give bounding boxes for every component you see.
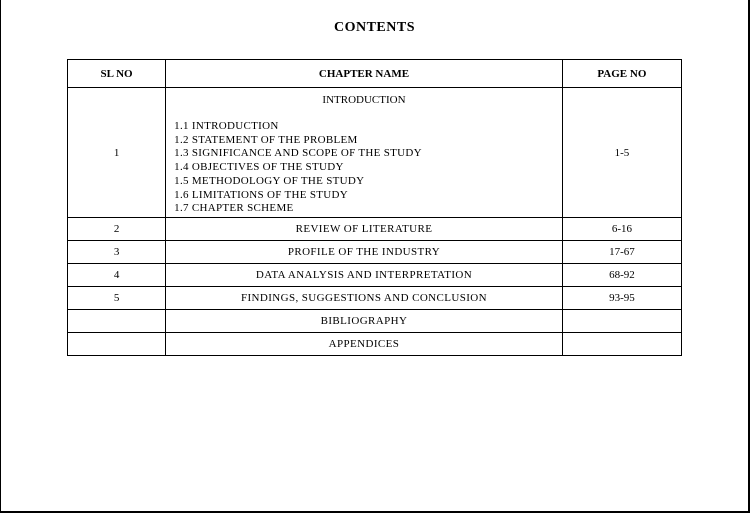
header-chapter-name: CHAPTER NAME	[166, 60, 563, 88]
table-row	[68, 333, 682, 356]
header-sl-no: SL NO	[68, 60, 166, 88]
section-item: 1.1 INTRODUCTION	[174, 120, 279, 132]
chapter-cell: PROFILE OF THE INDUSTRY	[166, 241, 563, 264]
chapter-cell: APPENDICES	[166, 333, 563, 356]
sl-cell	[68, 333, 166, 356]
table-row	[68, 287, 682, 310]
section-item: 1.6 LIMITATIONS OF THE STUDY	[174, 188, 348, 201]
chapter-cell	[166, 88, 563, 218]
page-cell: 17-67	[562, 241, 681, 264]
page-cell: 93-95	[562, 287, 681, 310]
table-row	[68, 218, 682, 241]
chapter-cell: DATA ANALYSIS AND INTERPRETATION	[166, 264, 563, 287]
section-item: 1.3 SIGNIFICANCE AND SCOPE OF THE STUDY	[174, 147, 422, 160]
page-title: CONTENTS	[333, 20, 416, 35]
sl-cell: 3	[68, 241, 166, 264]
section-item: 1.2 STATEMENT OF THE PROBLEM	[174, 133, 358, 146]
chapter-heading: INTRODUCTION	[322, 94, 406, 106]
table-header-row	[68, 60, 682, 88]
contents-table	[67, 59, 682, 356]
chapter-cell: FINDINGS, SUGGESTIONS AND CONCLUSION	[166, 287, 563, 310]
page-cell	[562, 310, 681, 333]
chapter-cell: REVIEW OF LITERATURE	[166, 218, 563, 241]
sl-cell: 1	[68, 88, 166, 218]
table-row	[68, 241, 682, 264]
table-row	[68, 264, 682, 287]
header-page-no: PAGE NO	[562, 60, 681, 88]
document-page	[1, 0, 748, 511]
section-item: 1.5 METHODOLOGY OF THE STUDY	[174, 174, 365, 187]
section-item: 1.7 CHAPTER SCHEME	[174, 202, 294, 215]
page-cell: 6-16	[562, 218, 681, 241]
page-cell: 1-5	[562, 88, 681, 218]
page-cell	[562, 333, 681, 356]
section-item: 1.4 OBJECTIVES OF THE STUDY	[174, 161, 344, 174]
table-row	[68, 310, 682, 333]
sl-cell: 2	[68, 218, 166, 241]
sl-cell: 4	[68, 264, 166, 287]
page-cell: 68-92	[562, 264, 681, 287]
sl-cell: 5	[68, 287, 166, 310]
chapter-cell: BIBLIOGRAPHY	[166, 310, 563, 333]
section-list	[166, 114, 562, 216]
table-row	[68, 88, 682, 218]
sl-cell	[68, 310, 166, 333]
